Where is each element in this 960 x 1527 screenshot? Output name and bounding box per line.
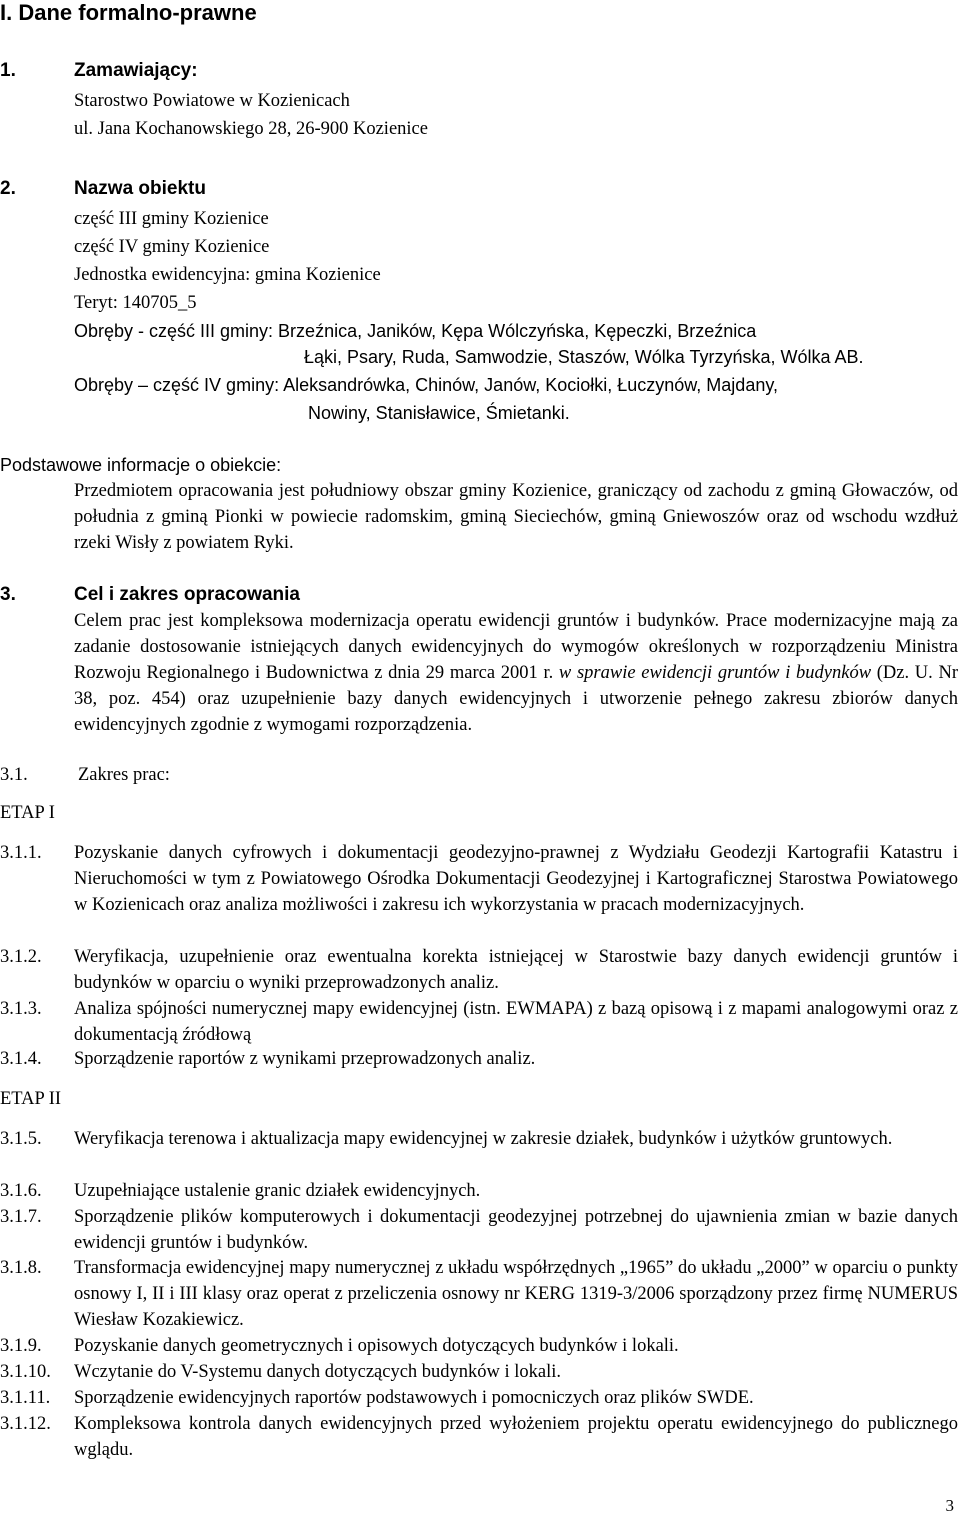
item-number: 3.1.2. [0,947,42,967]
item-number: 3.1.6. [0,1181,42,1201]
item-number: 3.1.7. [0,1207,42,1227]
s3-number: 3. [0,584,16,605]
page-number: 3 [945,1496,954,1515]
item-number: 3.1.8. [0,1258,42,1278]
obreby-iv-line-2: Nowiny, Stanisławice, Śmietanki. [308,403,570,423]
list-item [0,1046,958,1072]
list-item [0,1385,958,1411]
s3-heading: Cel i zakres opracowania [74,584,300,605]
s2-heading: Nazwa obiektu [74,178,206,199]
s2-line-4: Teryt: 140705_5 [74,293,197,313]
s31-number: 3.1. [0,765,28,785]
item-number: 3.1.5. [0,1129,42,1149]
s1-heading: Zamawiający: [74,60,198,81]
item-text: Sporządzenie ewidencyjnych raportów podstawowych i pomocniczych oraz plików SWDE. [74,1388,754,1408]
list-item [0,1333,958,1359]
s3-paragraph [74,608,958,738]
basic-info-heading: Podstawowe informacje o obiekcie: [0,455,282,475]
s1-number: 1. [0,60,16,81]
item-text: Analiza spójności numerycznej mapy ewidencyjnej (istn. EWMAPA) z bazą opisową i z mapami analogowymi oraz z dokumentacją źródłową [74,999,958,1045]
list-item [0,1255,958,1333]
s1-line-1: Starostwo Powiatowe w Kozienicach [74,91,350,111]
etap-1-heading: ETAP I [0,803,55,823]
s2-line-1: część III gminy Kozienice [74,209,269,229]
item-text: Kompleksowa kontrola danych ewidencyjnych przed wyłożeniem projektu operatu ewidencyjnego do publicznego wglądu. [74,1414,958,1460]
s2-number: 2. [0,178,16,199]
item-number: 3.1.4. [0,1049,42,1069]
list-item [0,840,958,918]
item-number: 3.1.1. [0,843,42,863]
item-number: 3.1.12. [0,1414,51,1434]
list-item [0,1204,958,1256]
basic-info-text [74,478,958,556]
obreby-iv-line-1: Obręby – część IV gminy: Aleksandrówka, Chinów, Janów, Kociołki, Łuczynów, Majdany, [74,375,779,395]
s1-line-2: ul. Jana Kochanowskiego 28, 26-900 Kozienice [74,119,428,139]
item-text: Sporządzenie plików komputerowych i dokumentacji geodezyjnej potrzebnej do ujawnienia zmian w bazie danych ewidencji gruntów i budynków. [74,1207,958,1253]
item-text: Wczytanie do V-Systemu danych dotyczących budynków i lokali. [74,1362,562,1382]
etap-2-heading: ETAP II [0,1089,62,1109]
list-item [0,1126,958,1152]
list-item [0,996,958,1048]
item-text: Sporządzenie raportów z wynikami przeprowadzonych analiz. [74,1049,536,1069]
item-text: Transformacja ewidencyjnej mapy numerycznej z układu współrzędnych „1965” do układu „2000” w oparciu o punkty osnowy I, II i III klasy oraz operat z przeliczenia osnowy nr KERG 1319-3/2006 sporządzony przez firmę NUMERUS Wiesław Kozakiewicz. [74,1258,958,1330]
list-item [0,1359,958,1385]
s2-line-3: Jednostka ewidencyjna: gmina Kozienice [74,265,381,285]
item-number: 3.1.11. [0,1388,51,1408]
item-number: 3.1.10. [0,1362,51,1382]
s2-line-2: część IV gminy Kozienice [74,237,270,257]
list-item [0,944,958,996]
item-number: 3.1.3. [0,999,42,1019]
s3-text [74,608,958,738]
s3-text-italic: w sprawie ewidencji gruntów i budynków [558,663,872,683]
item-text: Weryfikacja terenowa i aktualizacja mapy ewidencyjnej w zakresie działek, budynków i użytków gruntowych. [74,1129,893,1149]
section-title: I. Dane formalno-prawne [0,0,257,25]
obreby-iii-line-1: Obręby - część III gminy: Brzeźnica, Janików, Kępa Wólczyńska, Kępeczki, Brzeźnica [74,321,757,341]
s31-label: Zakres prac: [78,765,170,785]
item-text: Weryfikacja, uzupełnienie oraz ewentualna korekta istniejącej w Starostwie bazy danych ewidencji gruntów i budynków w oparciu o wyniki przeprowadzonych analiz. [74,947,958,993]
item-text: Uzupełniające ustalenie granic działek ewidencyjnych. [74,1181,481,1201]
item-number: 3.1.9. [0,1336,42,1356]
basic-info-paragraph: Przedmiotem opracowania jest południowy obszar gminy Kozienice, graniczący od zachodu z gminą Głowaczów, od południa z gminą Pionki w powiecie radomskim, gminą Sieciechów, gminą Gniewoszów oraz od wschodu wzdłuż rzeki Wisły z powiatem Ryki. [74,481,958,553]
list-item [0,1411,958,1463]
s3-text-a: Celem prac jest kompleksowa modernizacja operatu ewidencji gruntów i budynków. Prace modernizacyjne mają za zadanie dostosowanie istniejących danych ewidencyjnych do wymogów określonych w rozporządzeniu Ministra Rozwoju Regionalnego i Budownictwa z dnia 29 marca 2001 r. [74,611,958,683]
obreby-iii-line-2: Łąki, Psary, Ruda, Samwodzie, Staszów, Wólka Tyrzyńska, Wólka AB. [304,347,864,367]
item-text: Pozyskanie danych geometrycznych i opisowych dotyczących budynków i lokali. [74,1336,679,1356]
list-item [0,1178,958,1204]
s3-text-b: (Dz. U. Nr 38, poz. 454) oraz uzupełnienie bazy danych ewidencyjnych i utworzenie pełnego zakresu zbiorów danych ewidencyjnych zgodnie z wymogami rozporządzenia. [74,663,958,735]
item-text: Pozyskanie danych cyfrowych i dokumentacji geodezyjno-prawnej z Wydziału Geodezji Kartografii Katastru i Nieruchomości w tym z Powiatowego Ośrodka Dokumentacji Geodezyjnej i Kartograficznej Starostwa Powiatowego w Kozienicach oraz analiza możliwości i zakresu ich wykorzystania w pracach modernizacyjnych. [74,843,958,915]
